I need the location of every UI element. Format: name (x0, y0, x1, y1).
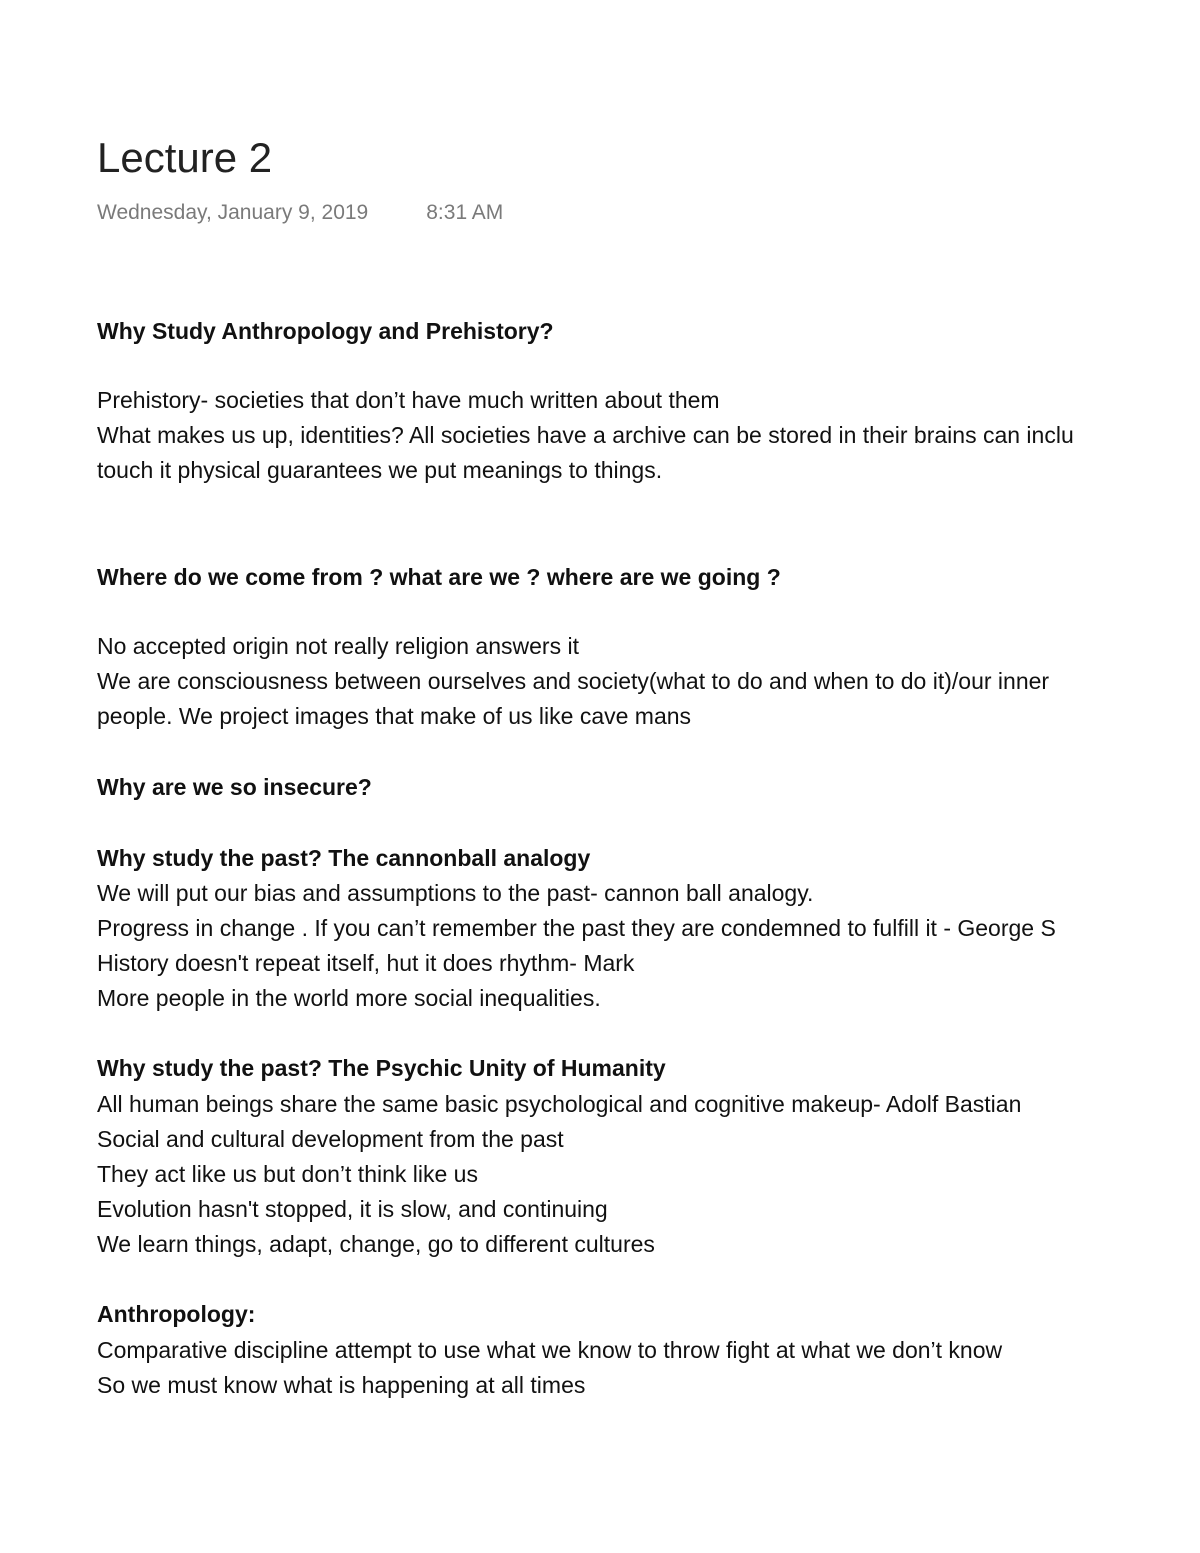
text-line: people. We project images that make of us like cave mans (97, 703, 692, 729)
text-line: Comparative discipline attempt to use what we know to throw fight at what we don’t know (97, 1337, 1003, 1363)
text-line: Evolution hasn't stopped, it is slow, and continuing (97, 1196, 608, 1222)
section-heading-anthropology: Anthropology: (97, 1301, 256, 1327)
text-line: We will put our bias and assumptions to the past- cannon ball analogy. (97, 880, 814, 906)
text-line: Social and cultural development from the past (97, 1126, 564, 1152)
note-date: Wednesday, January 9, 2019 (97, 201, 369, 224)
note-timestamp (97, 201, 503, 225)
text-line: History doesn't repeat itself, hut it does rhythm- Mark (97, 950, 635, 976)
section-heading-why-study: Why Study Anthropology and Prehistory? (97, 318, 554, 344)
text-line: We are consciousness between ourselves and society(what to do and when to do it)/our inner (97, 668, 1050, 694)
text-line: So we must know what is happening at all times (97, 1372, 586, 1398)
text-line: touch it physical guarantees we put meanings to things. (97, 457, 663, 483)
text-line: No accepted origin not really religion answers it (97, 633, 579, 659)
text-line: All human beings share the same basic psychological and cognitive makeup- Adolf Bastian (97, 1091, 1022, 1117)
text-line: More people in the world more social inequalities. (97, 985, 601, 1011)
section-heading-origins: Where do we come from ? what are we ? where are we going ? (97, 564, 781, 590)
section-heading-psychic-unity: Why study the past? The Psychic Unity of Humanity (97, 1055, 666, 1081)
note-time: 8:31 AM (426, 201, 504, 224)
text-line: Progress in change . If you can’t remember the past they are condemned to fulfill it - George S (97, 915, 1056, 941)
text-line: They act like us but don’t think like us (97, 1161, 478, 1187)
page-title: Lecture 2 (97, 134, 273, 181)
text-line: What makes us up, identities? All societies have a archive can be stored in their brains can inclu (97, 422, 1074, 448)
section-heading-insecure: Why are we so insecure? (97, 774, 372, 800)
section-heading-cannonball: Why study the past? The cannonball analogy (97, 845, 591, 871)
text-line: Prehistory- societies that don’t have much written about them (97, 387, 720, 413)
text-line: We learn things, adapt, change, go to different cultures (97, 1231, 655, 1257)
